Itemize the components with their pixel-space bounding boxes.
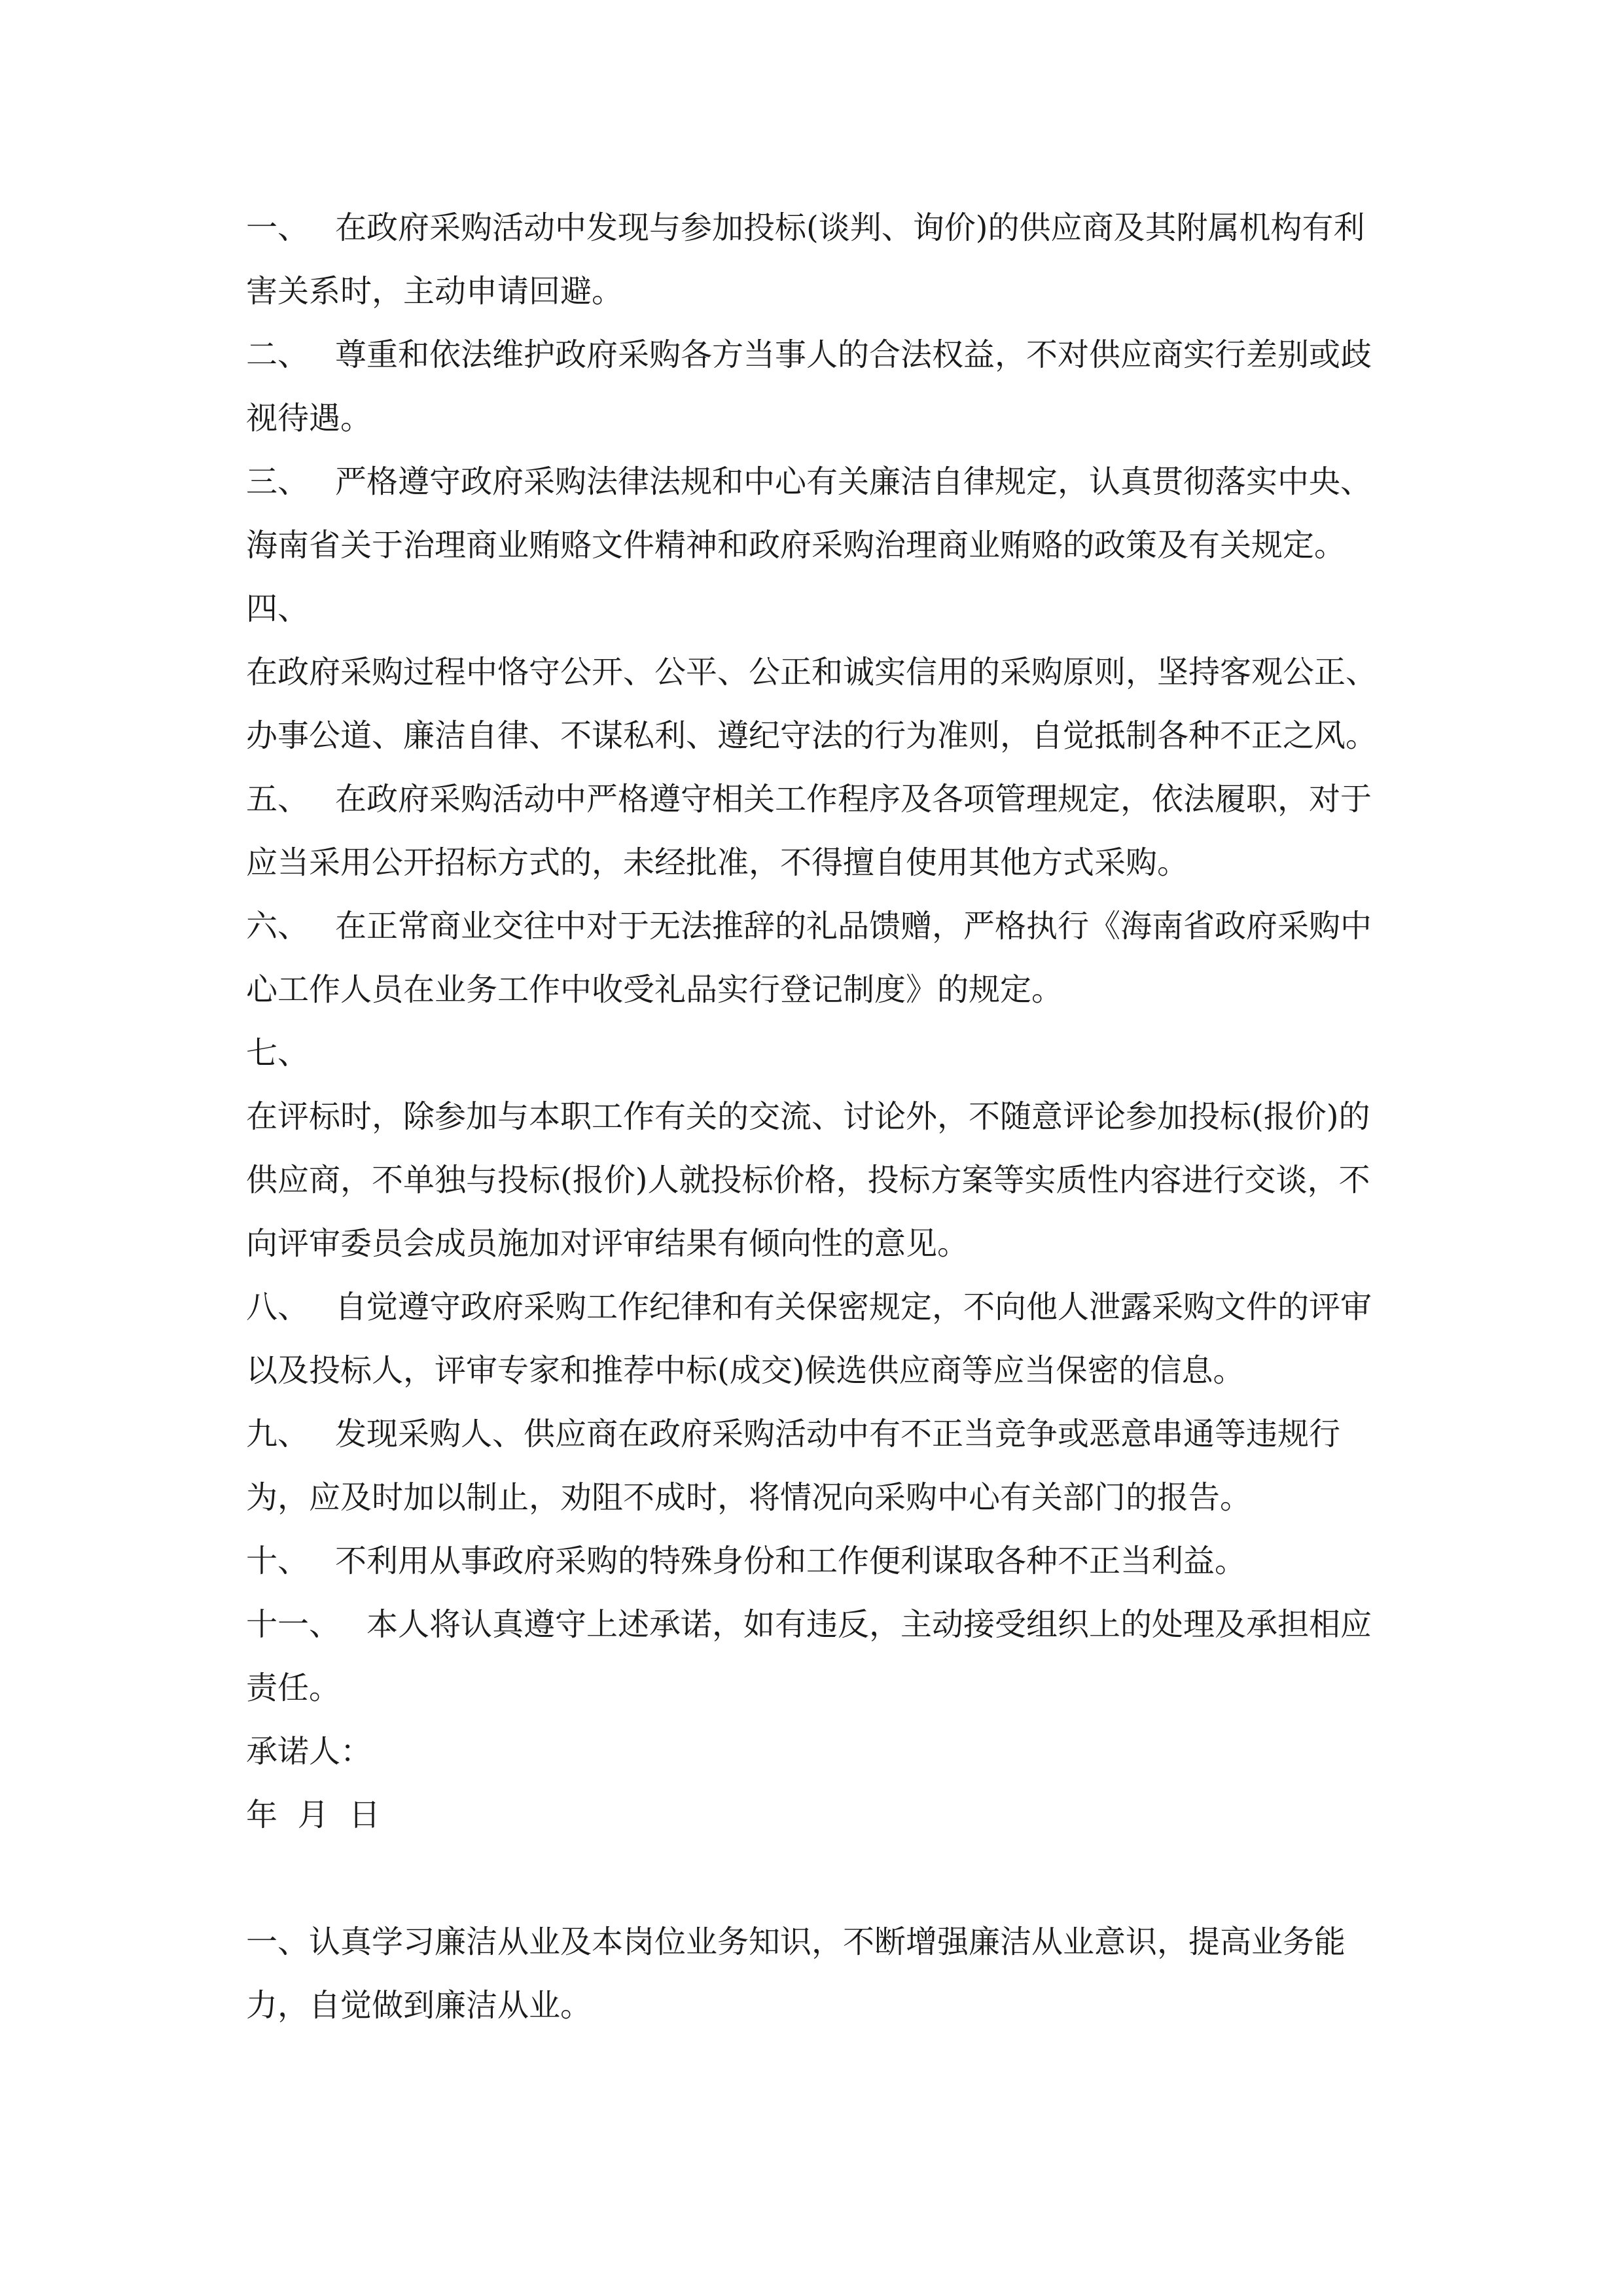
date-label: 年 月 日 bbox=[246, 1797, 381, 1833]
clause-3 bbox=[246, 450, 1388, 577]
clause-text: 在正常商业交往中对于无法推辞的礼品馈赠，严格执行《海南省政府采购中心工作人员在业务工作中收受礼品实行登记制度》的规定。 bbox=[246, 908, 1372, 1008]
clause-number: 十一、 bbox=[246, 1606, 341, 1643]
clause-text: 尊重和依法维护政府采购各方当事人的合法权益，不对供应商实行差别或歧视待遇。 bbox=[246, 336, 1372, 437]
clause-1 bbox=[246, 196, 1388, 323]
clause-11 bbox=[246, 1593, 1388, 1720]
signer-label: 承诺人： bbox=[246, 1733, 372, 1770]
document-body bbox=[246, 196, 1388, 2037]
clause-7-number bbox=[246, 1022, 1388, 1085]
clause-6 bbox=[246, 895, 1388, 1022]
clause-7-text bbox=[246, 1085, 1388, 1276]
clause-text: 自觉遵守政府采购工作纪律和有关保密规定，不向他人泄露采购文件的评审以及投标人，评审专家和推荐中标(成交)候选供应商等应当保密的信息。 bbox=[246, 1289, 1372, 1389]
clause-2 bbox=[246, 323, 1388, 450]
clause-8 bbox=[246, 1276, 1388, 1403]
clause-text: 严格遵守政府采购法律法规和中心有关廉洁自律规定，认真贯彻落实中央、海南省关于治理商业贿赂文件精神和政府采购治理商业贿赂的政策及有关规定。 bbox=[246, 463, 1372, 564]
clause-text: 发现采购人、供应商在政府采购活动中有不正当竞争或恶意串通等违规行为，应及时加以制止，劝阻不成时，将情况向采购中心有关部门的报告。 bbox=[246, 1416, 1341, 1516]
clause-number: 四、 bbox=[246, 590, 310, 627]
clause-number: 一、 bbox=[246, 209, 310, 246]
clause-5 bbox=[246, 768, 1388, 895]
clause-number: 九、 bbox=[246, 1416, 310, 1452]
clause-text: 在政府采购活动中发现与参加投标(谈判、询价)的供应商及其附属机构有利害关系时，主动申请回避。 bbox=[246, 209, 1365, 310]
clause-number: 三、 bbox=[246, 463, 310, 500]
clause-number: 五、 bbox=[246, 781, 310, 817]
clause-text: 在政府采购过程中恪守公开、公平、公正和诚实信用的采购原则，坚持客观公正、办事公道、廉洁自律、不谋私利、遵纪守法的行为准则，自觉抵制各种不正之风。 bbox=[246, 654, 1378, 754]
clause-10 bbox=[246, 1530, 1388, 1593]
clause-4-text bbox=[246, 641, 1388, 768]
section2-clause-1: 一、认真学习廉洁从业及本岗位业务知识，不断增强廉洁从业意识，提高业务能力，自觉做到廉洁从业。 bbox=[246, 1924, 1346, 2024]
clause-text: 在评标时，除参加与本职工作有关的交流、讨论外，不随意评论参加投标(报价)的供应商，不单独与投标(报价)人就投标价格，投标方案等实质性内容进行交谈，不向评审委员会成员施加对评审结果有倾向性的意见。 bbox=[246, 1098, 1370, 1262]
clause-number: 八、 bbox=[246, 1289, 310, 1325]
clause-text: 本人将认真遵守上述承诺，如有违反，主动接受组织上的处理及承担相应责任。 bbox=[246, 1606, 1372, 1706]
clause-number: 十、 bbox=[246, 1543, 310, 1579]
clause-text: 在政府采购活动中严格遵守相关工作程序及各项管理规定，依法履职，对于应当采用公开招标方式的，未经批准，不得擅自使用其他方式采购。 bbox=[246, 781, 1372, 881]
clause-9 bbox=[246, 1403, 1388, 1530]
clause-number: 七、 bbox=[246, 1035, 310, 1071]
clause-number: 二、 bbox=[246, 336, 310, 373]
clause-number: 六、 bbox=[246, 908, 310, 944]
section-divider-space bbox=[246, 1847, 1388, 1910]
clause-text: 不利用从事政府采购的特殊身份和工作便利谋取各种不正当利益。 bbox=[335, 1543, 1247, 1579]
clause-4-number bbox=[246, 577, 1388, 641]
